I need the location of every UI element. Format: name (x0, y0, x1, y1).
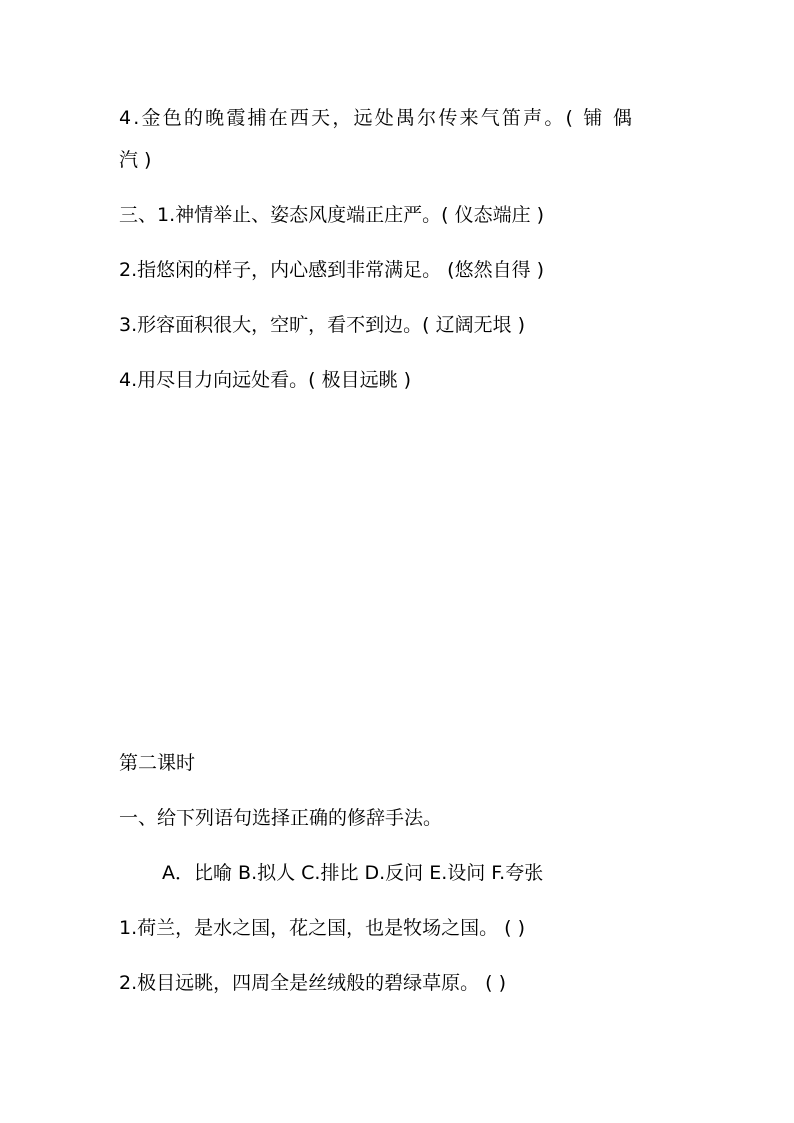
section-three-question-4: 4.用尽目力向远处看。( 极目远眺 ) (119, 369, 412, 391)
rhetoric-options: A．比喻 B.拟人 C.排比 D.反问 E.设问 F.夸张 (162, 862, 544, 884)
question-4-line-1: 4.金色的晚霞捕在西天，远处禺尔传来气笛声。( 铺 偶 (119, 107, 635, 129)
section-three-question-2: 2.指悠闲的样子，内心感到非常满足。 (悠然自得 ) (119, 259, 545, 281)
question-4-line-2: 汽 ) (119, 149, 152, 171)
lesson-title: 第二课时 (119, 752, 196, 774)
exercise-question-1: 1.荷兰，是水之国，花之国，也是牧场之国。 ( ) (119, 917, 526, 939)
section-three-question-1: 三、1.神情举止、姿态风度端正庄严。( 仪态端庄 ) (119, 204, 545, 226)
exercise-instruction: 一、给下列语句选择正确的修辞手法。 (119, 807, 443, 829)
exercise-question-2: 2.极目远眺，四周全是丝绒般的碧绿草原。 ( ) (119, 972, 507, 994)
section-three-question-3: 3.形容面积很大，空旷，看不到边。( 辽阔无垠 ) (119, 314, 526, 336)
